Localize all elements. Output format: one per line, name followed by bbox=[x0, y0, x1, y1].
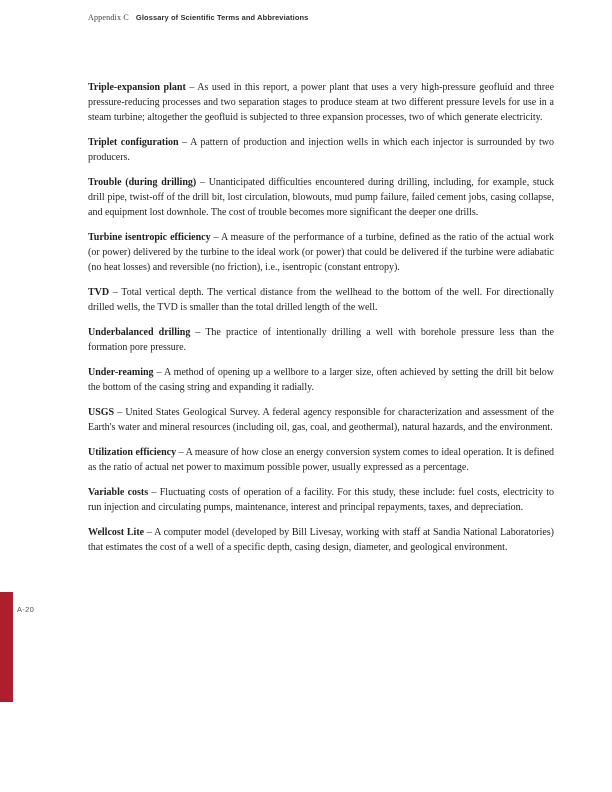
glossary-definition: United States Geological Survey. A federal agency responsible for characterization and assessment of the Earth's water and mineral resources (including oil, gas, coal, and geothermal), natural hazards, and the environment. bbox=[88, 407, 554, 433]
glossary-definition: A computer model (developed by Bill Livesay, working with staff at Sandia National Laboratories) that estimates the cost of a well of a specific depth, casing design, diameter, and geological environment. bbox=[88, 527, 555, 553]
term-separator: – bbox=[146, 527, 152, 538]
glossary-entry bbox=[88, 80, 554, 125]
glossary-term: Underbalanced drilling bbox=[88, 327, 191, 338]
glossary-content bbox=[88, 80, 554, 565]
glossary-entry bbox=[88, 525, 554, 555]
glossary-entry bbox=[88, 325, 554, 355]
glossary-term: Wellcost Lite bbox=[88, 527, 145, 538]
term-separator: – bbox=[182, 137, 188, 148]
glossary-entry bbox=[88, 135, 554, 165]
page-number: A-20 bbox=[17, 605, 35, 614]
glossary-term: USGS bbox=[88, 407, 115, 418]
glossary-entry bbox=[88, 365, 554, 395]
glossary-term: Triple-expansion plant bbox=[88, 82, 186, 93]
glossary-definition: The practice of intentionally drilling a well with borehole pressure less than the formation pore pressure. bbox=[88, 327, 554, 353]
header-title: Glossary of Scientific Terms and Abbreviations bbox=[135, 13, 309, 22]
glossary-entry bbox=[88, 445, 554, 475]
term-separator: – bbox=[189, 82, 195, 93]
glossary-definition: A pattern of production and injection wells in which each injector is surrounded by two producers. bbox=[88, 137, 555, 163]
glossary-term: Trouble (during drilling) bbox=[88, 177, 197, 188]
term-separator: – bbox=[195, 327, 201, 338]
term-separator: – bbox=[112, 287, 118, 298]
glossary-definition: Fluctuating costs of operation of a facility. For this study, these include: fuel costs, electricity to run injection and circulating pumps, maintenance, interest and principal repayments, taxes, and depreciation. bbox=[88, 487, 555, 513]
glossary-entry bbox=[88, 405, 554, 435]
term-separator: – bbox=[156, 367, 162, 378]
glossary-definition: A measure of how close an energy conversion system comes to ideal operation. It is defined as the ratio of actual net power to maximum possible power, usually expressed as a percentage. bbox=[88, 447, 555, 473]
term-separator: – bbox=[151, 487, 157, 498]
glossary-term: Under-reaming bbox=[88, 367, 154, 378]
glossary-definition: A measure of the performance of a turbine, defined as the ratio of the actual work (or power) delivered by the turbine to the ideal work (or power) that could be delivered if the turbine were adiabatic (no heat losses) and reversible (no friction), i.e., isentropic (constant entropy). bbox=[88, 232, 554, 273]
glossary-entry bbox=[88, 285, 554, 315]
glossary-definition: Total vertical depth. The vertical distance from the wellhead to the bottom of the well. For directionally drilled wells, the TVD is smaller than the total drilled length of the well. bbox=[88, 287, 555, 313]
term-separator: – bbox=[199, 177, 205, 188]
appendix-label: Appendix C bbox=[88, 13, 129, 22]
glossary-entry bbox=[88, 175, 554, 220]
glossary-definition: As used in this report, a power plant that uses a very high-pressure geofluid and three pressure-reducing processes and two separation stages to produce steam at two different pressure levels for use in a steam turbine; altogether the geofluid is subjected to three expansion processes, two of which generate electricity. bbox=[88, 82, 555, 123]
glossary-term: Variable costs bbox=[88, 487, 149, 498]
glossary-definition: A method of opening up a wellbore to a larger size, often achieved by setting the drill bit below the bottom of the casing string and expanding it radially. bbox=[88, 367, 555, 393]
glossary-entry bbox=[88, 230, 554, 275]
glossary-definition: Unanticipated difficulties encountered during drilling, including, for example, stuck drill pipe, twist-off of the drill bit, lost circulation, blowouts, mud pump failure, failed cement jobs, casing collapse, and equipment lost downhole. The cost of trouble becomes more significant the deeper one drills. bbox=[88, 177, 555, 218]
glossary-term: Triplet configuration bbox=[88, 137, 179, 148]
glossary-term: Utilization efficiency bbox=[88, 447, 177, 458]
term-separator: – bbox=[117, 407, 123, 418]
term-separator: – bbox=[178, 447, 184, 458]
glossary-entry bbox=[88, 485, 554, 515]
page-edge-accent-bar bbox=[0, 592, 13, 702]
running-header bbox=[88, 13, 308, 22]
glossary-term: Turbine isentropic efficiency bbox=[88, 232, 211, 243]
term-separator: – bbox=[213, 232, 219, 243]
glossary-term: TVD bbox=[88, 287, 110, 298]
